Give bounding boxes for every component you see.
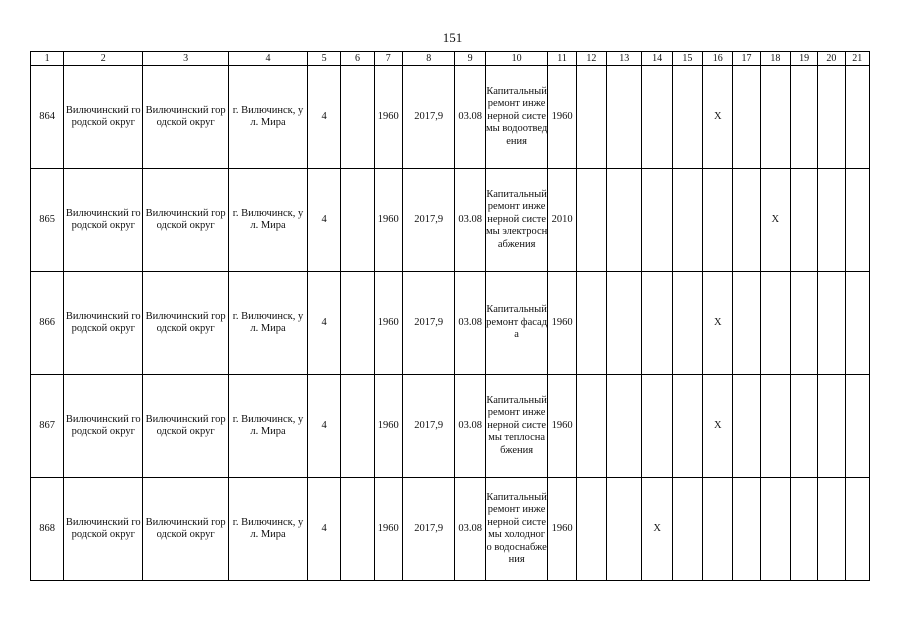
table-cell (672, 66, 702, 169)
column-number: 20 (818, 52, 845, 66)
mark-cell: X (703, 375, 733, 478)
address-cell: г. Вилючинск, ул. Мира (229, 478, 308, 581)
column-number: 14 (642, 52, 672, 66)
row-number: 866 (31, 272, 64, 375)
table-cell (733, 272, 760, 375)
table-cell (607, 169, 642, 272)
table-cell (845, 66, 869, 169)
table-cell (790, 169, 817, 272)
table-cell (642, 375, 672, 478)
year-cell: 1960 (374, 478, 402, 581)
column-number: 7 (374, 52, 402, 66)
year-cell: 1960 (548, 66, 576, 169)
table-cell (607, 272, 642, 375)
address-cell: г. Вилючинск, ул. Мира (229, 272, 308, 375)
code-cell: 03.08 (455, 272, 485, 375)
table-cell (341, 375, 374, 478)
table-row (31, 66, 870, 169)
table-cell (790, 272, 817, 375)
column-number: 11 (548, 52, 576, 66)
year-cell: 1960 (374, 169, 402, 272)
column-number: 3 (143, 52, 229, 66)
table-row (31, 478, 870, 581)
table-cell (818, 66, 845, 169)
column-number: 8 (402, 52, 455, 66)
municipality-cell: Вилючинский городской округ (64, 272, 143, 375)
area-cell: 2017,9 (402, 478, 455, 581)
settlement-cell: Вилючинский городской округ (143, 169, 229, 272)
year-cell: 1960 (548, 375, 576, 478)
column-number: 17 (733, 52, 760, 66)
table-cell (760, 478, 790, 581)
table-cell (703, 169, 733, 272)
year-cell: 2010 (548, 169, 576, 272)
table-cell (642, 66, 672, 169)
register-table (30, 51, 870, 581)
column-number: 2 (64, 52, 143, 66)
table-cell (845, 375, 869, 478)
table-cell (576, 272, 606, 375)
row-number: 865 (31, 169, 64, 272)
work-type-cell: Капитальный ремонт фасада (485, 272, 548, 375)
table-row (31, 169, 870, 272)
table-cell (818, 375, 845, 478)
column-number: 21 (845, 52, 869, 66)
settlement-cell: Вилючинский городской округ (143, 375, 229, 478)
year-cell: 1960 (548, 478, 576, 581)
settlement-cell: Вилючинский городской округ (143, 272, 229, 375)
table-cell (576, 66, 606, 169)
table-cell (845, 272, 869, 375)
table-cell (576, 375, 606, 478)
municipality-cell: Вилючинский городской округ (64, 66, 143, 169)
column-number: 18 (760, 52, 790, 66)
mark-cell: X (642, 478, 672, 581)
table-cell (845, 478, 869, 581)
table-cell (703, 478, 733, 581)
table-cell (790, 375, 817, 478)
work-type-cell: Капитальный ремонт инженерной системы теплоснабжения (485, 375, 548, 478)
table-cell (576, 478, 606, 581)
settlement-cell: Вилючинский городской округ (143, 66, 229, 169)
column-number: 15 (672, 52, 702, 66)
address-cell: г. Вилючинск, ул. Мира (229, 375, 308, 478)
table-cell: 4 (307, 272, 340, 375)
column-number: 16 (703, 52, 733, 66)
table-cell (672, 272, 702, 375)
table-cell (607, 66, 642, 169)
table-cell (760, 66, 790, 169)
table-cell (341, 478, 374, 581)
table-cell (818, 478, 845, 581)
area-cell: 2017,9 (402, 272, 455, 375)
table-cell (576, 169, 606, 272)
column-number: 12 (576, 52, 606, 66)
table-cell: 4 (307, 66, 340, 169)
column-number-row (31, 52, 870, 66)
table-cell (733, 66, 760, 169)
table-cell: 4 (307, 169, 340, 272)
table-cell (818, 272, 845, 375)
municipality-cell: Вилючинский городской округ (64, 478, 143, 581)
table-cell (672, 375, 702, 478)
table-cell (790, 478, 817, 581)
table-cell (733, 375, 760, 478)
table-cell (672, 478, 702, 581)
mark-cell: X (760, 169, 790, 272)
table-row (31, 272, 870, 375)
column-number: 1 (31, 52, 64, 66)
area-cell: 2017,9 (402, 375, 455, 478)
work-type-cell: Капитальный ремонт инженерной системы водоотведения (485, 66, 548, 169)
column-number: 13 (607, 52, 642, 66)
address-cell: г. Вилючинск, ул. Мира (229, 66, 308, 169)
table-cell (733, 169, 760, 272)
year-cell: 1960 (374, 66, 402, 169)
year-cell: 1960 (374, 375, 402, 478)
column-number: 6 (341, 52, 374, 66)
column-number: 19 (790, 52, 817, 66)
column-number: 5 (307, 52, 340, 66)
year-cell: 1960 (374, 272, 402, 375)
municipality-cell: Вилючинский городской округ (64, 375, 143, 478)
year-cell: 1960 (548, 272, 576, 375)
table-cell (733, 478, 760, 581)
table-cell (760, 375, 790, 478)
table-cell (672, 169, 702, 272)
work-type-cell: Капитальный ремонт инженерной системы электроснабжения (485, 169, 548, 272)
table-cell: 4 (307, 375, 340, 478)
table-cell (607, 478, 642, 581)
column-number: 9 (455, 52, 485, 66)
row-number: 868 (31, 478, 64, 581)
table-cell: 4 (307, 478, 340, 581)
mark-cell: X (703, 272, 733, 375)
code-cell: 03.08 (455, 66, 485, 169)
municipality-cell: Вилючинский городской округ (64, 169, 143, 272)
table-cell (790, 66, 817, 169)
area-cell: 2017,9 (402, 66, 455, 169)
table-cell (341, 66, 374, 169)
table-cell (642, 272, 672, 375)
table-cell (818, 169, 845, 272)
area-cell: 2017,9 (402, 169, 455, 272)
table-cell (642, 169, 672, 272)
code-cell: 03.08 (455, 478, 485, 581)
column-number: 4 (229, 52, 308, 66)
row-number: 867 (31, 375, 64, 478)
page-number: 151 (442, 30, 463, 45)
settlement-cell: Вилючинский городской округ (143, 478, 229, 581)
table-cell (341, 169, 374, 272)
table-row (31, 375, 870, 478)
table-cell (845, 169, 869, 272)
row-number: 864 (31, 66, 64, 169)
code-cell: 03.08 (455, 169, 485, 272)
mark-cell: X (703, 66, 733, 169)
table-cell (607, 375, 642, 478)
table-cell (760, 272, 790, 375)
column-number: 10 (485, 52, 548, 66)
work-type-cell: Капитальный ремонт инженерной системы холодного водоснабжения (485, 478, 548, 581)
table-cell (341, 272, 374, 375)
address-cell: г. Вилючинск, ул. Мира (229, 169, 308, 272)
code-cell: 03.08 (455, 375, 485, 478)
